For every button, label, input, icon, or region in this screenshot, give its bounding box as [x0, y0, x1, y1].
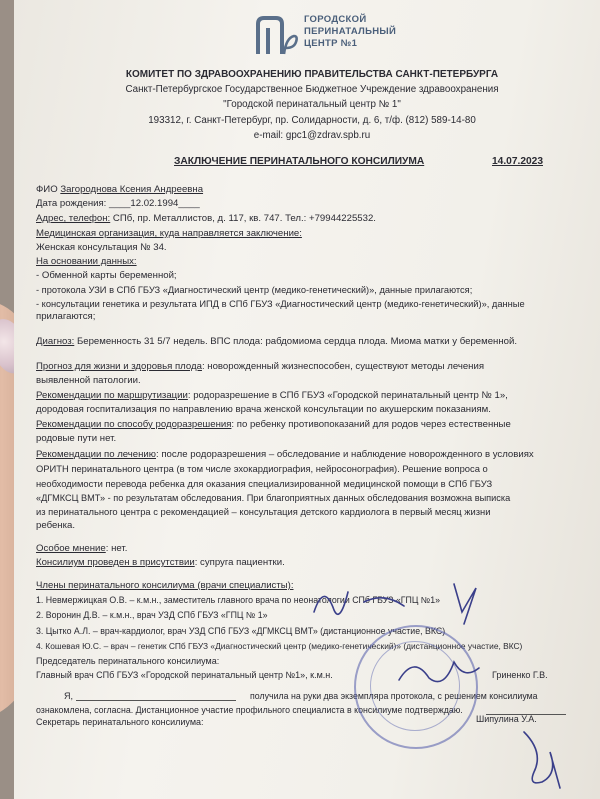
- org-value: Женская консультация № 34.: [36, 242, 167, 253]
- prognosis-label: Прогноз для жизни и здоровья плода: [36, 361, 202, 372]
- diagnosis-value: Беременность 31 5/7 недель. ВПС плода: рабдомиома сердца плода. Миома матки у беременной.: [74, 336, 517, 347]
- institution-name: "Городской перинатальный центр № 1": [223, 99, 401, 110]
- prognosis-row: [36, 361, 484, 374]
- opinion-label: Особое мнение: [36, 543, 106, 554]
- dob-value: ____12.02.1994____: [109, 198, 200, 209]
- org-label: Медицинская организация, куда направляется заключение:: [36, 228, 302, 239]
- chair-line: Главный врач СПб ГБУЗ «Городской перинатальный центр №1», к.м.н.: [36, 670, 333, 680]
- delivery-row: [36, 419, 511, 432]
- treatment-line-1: : после родоразрешения – обследование и наблюдение новорожденного в условиях: [156, 449, 534, 460]
- chair-label: Председатель перинатального консилиума:: [36, 656, 220, 666]
- logo-line3: ЦЕНТР №1: [304, 38, 358, 49]
- routing-line-1: : родоразрешение в СПб ГБУЗ «Городской перинатальный центр № 1»,: [187, 390, 508, 401]
- secretary-signature: [514, 722, 574, 792]
- delivery-line-2: родовые пути нет.: [36, 433, 117, 444]
- treatment-line-2: ОРИТН перинатального центра (в том числе эхокардиография, нейросонография). Решение вопроса о: [36, 463, 488, 474]
- committee-title: КОМИТЕТ ПО ЗДРАВООХРАНЕНИЮ ПРАВИТЕЛЬСТВА САНКТ-ПЕТЕРБУРГА: [125, 69, 499, 80]
- institution-email: e-mail: gpc1@zdrav.spb.ru: [253, 130, 371, 141]
- ack-line-1: получила на руки два экземпляра протокола, с решением консилиума: [250, 691, 538, 701]
- institution-address: 193312, г. Санкт-Петербург, пр. Солидарности, д. 6, т/ф. (812) 589-14-80: [148, 115, 476, 126]
- treatment-line-5: из перинатального центра с рекомендацией – консультация детского кардиолога в первый месяц жизни: [36, 506, 491, 517]
- presence-label: Консилиум проведен в присутствии: [36, 557, 195, 568]
- logo-icon: [254, 14, 300, 58]
- ack-line-2: ознакомлена, согласна. Дистанционное участие профильного специалиста в консилиуме подтверждаю.: [36, 705, 463, 715]
- routing-label: Рекомендации по маршрутизации: [36, 390, 188, 401]
- fio-value: Загороднова Ксения Андреевна: [60, 184, 204, 195]
- dob-row: [36, 198, 200, 211]
- presence-row: [36, 557, 285, 570]
- basis-item-3-cont: прилагаются;: [36, 311, 96, 322]
- member-3: 3. Цытко А.Л. – врач-кардиолог, врач УЗД СПб ГБУЗ «ДГМКСЦ ВМТ» (дистанционное участие, ВКС): [36, 626, 446, 636]
- dob-label: Дата рождения:: [36, 198, 107, 209]
- member-4: 4. Кошевая Ю.С. – врач – генетик СПб ГБУЗ «Диагностический центр (медико-генетический)» (дистанционное участие, ВКС): [36, 641, 523, 651]
- delivery-line-1: : по ребенку противопоказаний для родов через естественные: [231, 419, 511, 430]
- logo: [254, 10, 397, 60]
- logo-line2: ПЕРИНАТАЛЬНЫЙ: [304, 26, 397, 37]
- basis-item-3: - консультации генетика и результата ИПД в СПб ГБУЗ «Диагностический центр (медико-генетический)», данные: [36, 299, 525, 309]
- member-2: 2. Воронин Д.В. – к.м.н., врач УЗД СПб ГБУЗ «ГПЦ № 1»: [36, 610, 268, 620]
- prognosis-line-2: выявленной патологии.: [36, 375, 141, 386]
- secretary-name: Шипулина У.А.: [476, 714, 537, 724]
- ack-name-line: [76, 700, 236, 701]
- routing-line-2: дородовая госпитализация по направлению врача женской консультации по акушерским показаниям.: [36, 404, 491, 415]
- document-title: ЗАКЛЮЧЕНИЕ ПЕРИНАТАЛЬНОГО КОНСИЛИУМА: [174, 156, 425, 167]
- treatment-line-6: ребенка.: [36, 520, 75, 531]
- member-1: 1. Невмержицкая О.В. – к.м.н., заместитель главного врача по неонатологии СПб ГБУЗ «ГПЦ №1»: [36, 595, 440, 605]
- logo-line1: ГОРОДСКОЙ: [304, 14, 367, 25]
- opinion-value: : нет.: [105, 543, 128, 554]
- basis-label: На основании данных:: [36, 256, 137, 267]
- address-label: Адрес, телефон:: [36, 213, 111, 224]
- institution-line: Санкт-Петербургское Государственное Бюджетное Учреждение здравоохранения: [125, 84, 499, 95]
- treatment-label: Рекомендации по лечению: [36, 449, 156, 460]
- opinion-row: [36, 543, 127, 556]
- prognosis-line-1: : новорожденный жизнеспособен, существуют методы лечения: [201, 361, 485, 372]
- fio-row: [36, 184, 203, 197]
- chair-signature: [394, 650, 484, 690]
- routing-row: [36, 390, 508, 403]
- diagnosis-row: [36, 336, 517, 349]
- document-date: 14.07.2023: [492, 156, 543, 167]
- member-signatures: [304, 572, 494, 632]
- fio-label: ФИО: [36, 184, 58, 195]
- members-label: Члены перинатального консилиума (врачи специалисты):: [36, 580, 294, 591]
- basis-item-2: - протокола УЗИ в СПб ГБУЗ «Диагностический центр (медико-генетический)», данные прилагаются;: [36, 285, 473, 295]
- delivery-label: Рекомендации по способу родоразрешения: [36, 419, 232, 430]
- treatment-line-4: «ДГМКСЦ ВМТ» - по результатам обследования. При благоприятных данных обследования возможна выписка: [36, 493, 511, 503]
- document-page: [14, 0, 600, 799]
- address-value: СПб, пр. Металлистов, д. 117, кв. 747. Тел.: +79944225532.: [110, 213, 376, 224]
- secretary-label: Секретарь перинатального консилиума:: [36, 717, 204, 727]
- treatment-line-3: необходимости перевода ребенка для оказания специализированной медицинской помощи в СПб ГБУЗ: [36, 478, 493, 489]
- presence-value: : супруга пациентки.: [194, 557, 285, 568]
- ack-prefix: Я,: [64, 691, 73, 701]
- treatment-row: [36, 449, 534, 462]
- logo-text: [304, 14, 396, 50]
- chair-name: Гриненко Г.В.: [492, 670, 548, 680]
- address-row: [36, 213, 376, 226]
- basis-item-1: - Обменной карты беременной;: [36, 270, 177, 281]
- diagnosis-label: Диагноз:: [36, 336, 75, 347]
